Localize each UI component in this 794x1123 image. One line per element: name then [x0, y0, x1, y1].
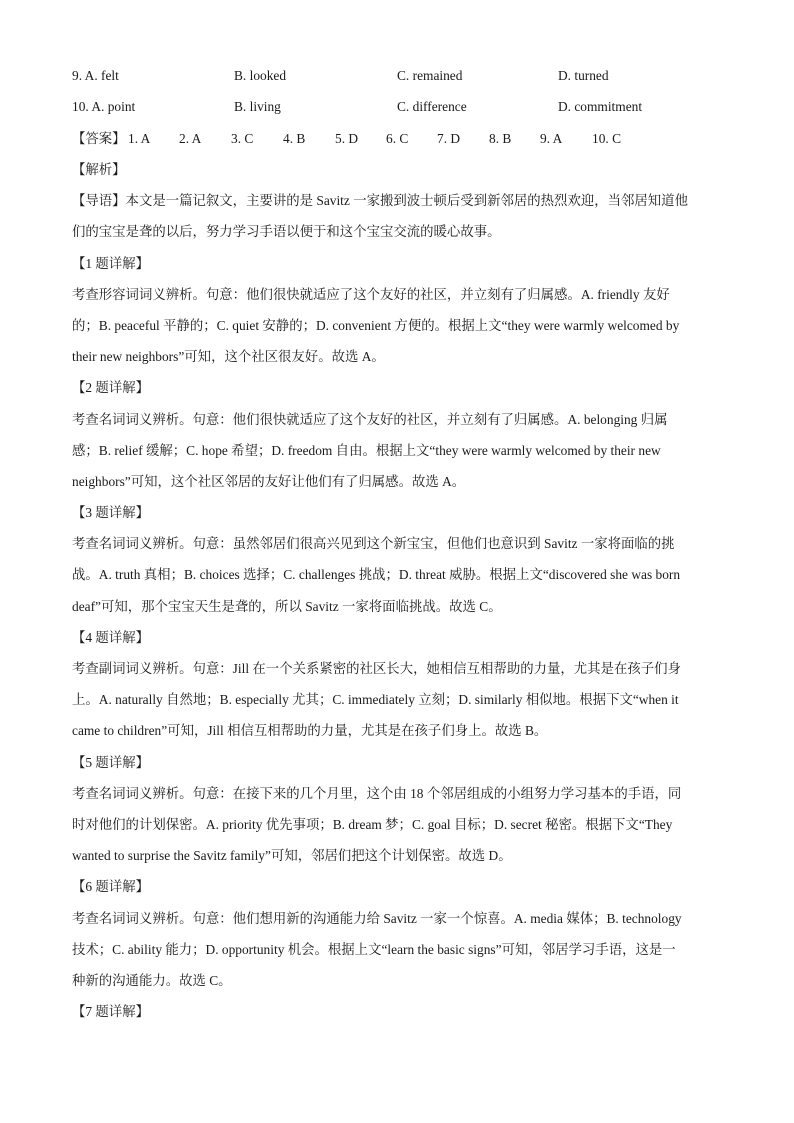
- analysis-label: 【解析】: [72, 162, 126, 177]
- section-5-text: wanted to surprise the Savitz family”可知，邻居们把这个计划保密。故选 D。: [72, 848, 512, 863]
- section-4-heading: 【4 题详解】: [72, 630, 149, 645]
- section-2-heading: 【2 题详解】: [72, 380, 149, 395]
- answer-item: 3. C: [231, 131, 254, 146]
- section-4-text: 上。A. naturally 自然地；B. especially 尤其；C. immediately 立刻；D. similarly 相似地。根据下文“when it: [72, 692, 679, 707]
- intro-line: 【导语】本文是一篇记叙文，主要讲的是 Savitz 一家搬到波士顿后受到新邻居的热烈欢迎，当邻居知道他: [72, 193, 688, 208]
- section-6-text: 技术；C. ability 能力；D. opportunity 机会。根据上文“learn the basic signs”可知，邻居学习手语，这是一: [72, 942, 676, 957]
- answer-item: 6. C: [386, 131, 409, 146]
- section-1-heading: 【1 题详解】: [72, 256, 149, 271]
- answer-item: 7. D: [437, 131, 461, 146]
- section-3-heading: 【3 题详解】: [72, 505, 149, 520]
- q10-option-c: C. difference: [397, 99, 467, 114]
- question-10-options: [72, 97, 722, 117]
- section-4-text: came to children”可知，Jill 相信互相帮助的力量，尤其是在孩子们身上。故选 B。: [72, 723, 548, 738]
- section-7-heading: 【7 题详解】: [72, 1004, 149, 1019]
- answer-item: 5. D: [335, 131, 359, 146]
- section-5-heading: 【5 题详解】: [72, 755, 149, 770]
- section-2-text: 感；B. relief 缓解；C. hope 希望；D. freedom 自由。根据上文“they were warmly welcomed by their new: [72, 443, 661, 458]
- q9-option-d: D. turned: [558, 68, 609, 83]
- section-6-text: 种新的沟通能力。故选 C。: [72, 973, 232, 988]
- q10-option-a: 10. A. point: [72, 99, 136, 114]
- section-3-text: 考查名词词义辨析。句意：虽然邻居们很高兴见到这个新宝宝，但他们也意识到 Savitz 一家将面临的挑: [72, 536, 675, 551]
- section-6-heading: 【6 题详解】: [72, 879, 149, 894]
- answer-item: 1. A: [128, 131, 151, 146]
- answer-label: 【答案】: [72, 131, 126, 146]
- q9-option-b: B. looked: [234, 68, 287, 83]
- section-5-text: 考查名词词义辨析。句意：在接下来的几个月里，这个由 18 个邻居组成的小组努力学习基本的手语，同: [72, 786, 682, 801]
- section-3-text: deaf”可知，那个宝宝天生是聋的，所以 Savitz 一家将面临挑战。故选 C。: [72, 599, 502, 614]
- q10-option-d: D. commitment: [558, 99, 643, 114]
- q9-option-c: C. remained: [397, 68, 463, 83]
- answer-item: 9. A: [540, 131, 563, 146]
- section-1-text: their new neighbors”可知，这个社区很友好。故选 A。: [72, 349, 385, 364]
- q10-option-b: B. living: [234, 99, 281, 114]
- answer-item: 4. B: [283, 131, 306, 146]
- section-1-text: 的；B. peaceful 平静的；C. quiet 安静的；D. convenient 方便的。根据上文“they were warmly welcomed by: [72, 318, 680, 333]
- section-2-text: 考查名词词义辨析。句意：他们很快就适应了这个友好的社区，并立刻有了归属感。A. belonging 归属: [72, 412, 668, 427]
- answer-item: 10. C: [592, 131, 622, 146]
- section-6-text: 考查名词词义辨析。句意：他们想用新的沟通能力给 Savitz 一家一个惊喜。A. media 媒体；B. technology: [72, 911, 682, 926]
- question-9-options: [72, 66, 722, 86]
- section-1-text: 考查形容词词义辨析。句意：他们很快就适应了这个友好的社区，并立刻有了归属感。A. friendly 友好: [72, 287, 670, 302]
- section-2-text: neighbors”可知，这个社区邻居的友好让他们有了归属感。故选 A。: [72, 474, 466, 489]
- section-3-text: 战。A. truth 真相；B. choices 选择；C. challenges 挑战；D. threat 威胁。根据上文“discovered she was born: [72, 567, 681, 582]
- intro-line: 们的宝宝是聋的以后，努力学习手语以便于和这个宝宝交流的暖心故事。: [72, 224, 501, 239]
- answer-item: 8. B: [489, 131, 512, 146]
- section-5-text: 时对他们的计划保密。A. priority 优先事项；B. dream 梦；C. goal 目标；D. secret 秘密。根据下文“They: [72, 817, 673, 832]
- section-4-text: 考查副词词义辨析。句意：Jill 在一个关系紧密的社区长大，她相信互相帮助的力量，尤其是在孩子们身: [72, 661, 681, 676]
- q9-option-a: 9. A. felt: [72, 68, 119, 83]
- answer-item: 2. A: [179, 131, 202, 146]
